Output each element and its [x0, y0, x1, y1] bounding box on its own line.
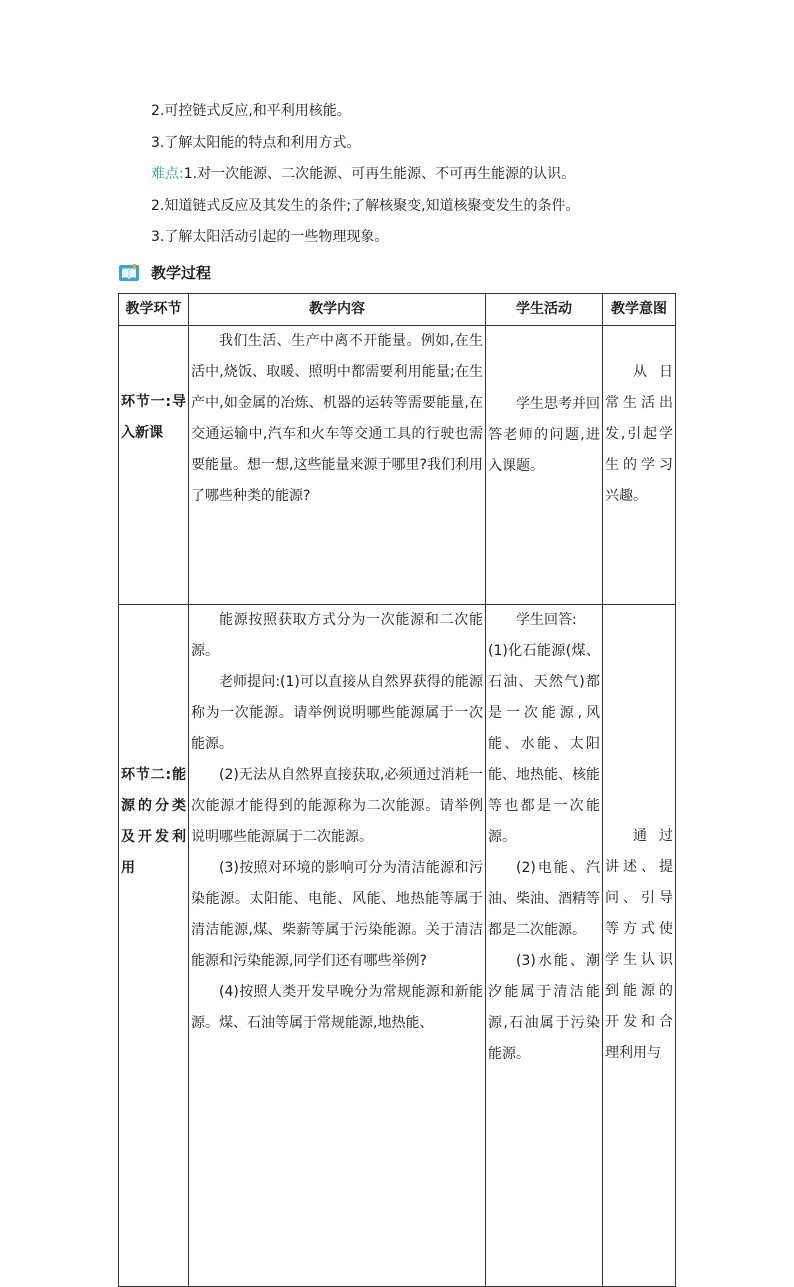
difficulty-label: 难点 [151, 166, 179, 182]
intent-paragraph: 从日常生活出发,引起学生的学习兴趣。 [605, 364, 673, 504]
difficulty-text: 1.对一次能源、二次能源、可再生能源、不可再生能源的认识。 [183, 166, 576, 182]
table-row [119, 326, 676, 605]
table-header-row [119, 294, 676, 326]
objective-line-3: 3.了解太阳能的特点和利用方式。 [151, 135, 361, 151]
activity-paragraph: (1)化石能源(煤、石油、天然气)都是一次能源,风能、水能、太阳能、地热能、核能等也都是一次能源。 [488, 643, 600, 845]
activity-paragraph: (2)电能、汽油、柴油、酒精等都是二次能源。 [488, 860, 600, 938]
activity-paragraph: (3)水能、潮汐能属于清洁能源,石油属于污染能源。 [488, 953, 600, 1062]
content-paragraph: (2)无法从自然界直接获取,必须通过消耗一次能源才能得到的能源称为二次能源。请举例说明哪些能源属于二次能源。 [191, 767, 483, 845]
content-paragraph: 我们生活、生产中离不开能量。例如,在生活中,烧饭、取暖、照明中都需要利用能量;在生产中,如金属的冶炼、机器的运转等需要能量,在交通运输中,汽车和火车等交通工具的行驶也需要能量。想一想,这些能量来源于哪里?我们利用了哪些种类的能源? [191, 333, 483, 504]
content-cell [189, 605, 486, 1287]
stage-cell: 环节二:能源的分类及开发利用 [119, 605, 189, 1287]
difficulty-line-2: 2.知道链式反应及其发生的条件;了解核聚变,知道核聚变发生的条件。 [151, 198, 580, 214]
header-content: 教学内容 [189, 294, 486, 326]
book-icon [118, 263, 140, 283]
header-intent: 教学意图 [603, 294, 676, 326]
content-paragraph: 能源按照获取方式分为一次能源和二次能源。 [191, 612, 483, 659]
table-row [119, 605, 676, 1287]
difficulty-line-3: 3.了解太阳活动引起的一些物理现象。 [151, 229, 389, 245]
content-paragraph: 老师提问:(1)可以直接从自然界获得的能源称为一次能源。请举例说明哪些能源属于一次能源。 [191, 674, 483, 752]
intent-paragraph: 通过讲述、提问、引导等方式使学生认识到能源的开发和合理利用与 [605, 828, 673, 1061]
activity-paragraph: 学生思考并回答老师的问题,进入课题。 [488, 396, 600, 474]
difficulty-line-1 [151, 164, 575, 184]
objective-line-2: 2.可控链式反应,和平利用核能。 [151, 103, 351, 119]
intent-cell [603, 605, 676, 1287]
content-paragraph: (3)按照对环境的影响可分为清洁能源和污染能源。太阳能、电能、风能、地热能等属于清洁能源,煤、柴薪等属于污染能源。关于清洁能源和污染能源,同学们还有哪些举例? [191, 860, 483, 969]
header-stage: 教学环节 [119, 294, 189, 326]
difficulty-sep: : [179, 166, 184, 182]
lesson-table [118, 293, 676, 1287]
activity-cell [486, 605, 603, 1287]
activity-cell [486, 326, 603, 605]
intent-cell [603, 326, 676, 605]
content-cell [189, 326, 486, 605]
section-title: 教学过程 [151, 264, 212, 282]
header-activity: 学生活动 [486, 294, 603, 326]
content-paragraph: (4)按照人类开发早晚分为常规能源和新能源。煤、石油等属于常规能源,地热能、 [191, 984, 483, 1031]
activity-paragraph: 学生回答: [516, 612, 577, 628]
stage-cell: 环节一:导入新课 [119, 326, 189, 605]
